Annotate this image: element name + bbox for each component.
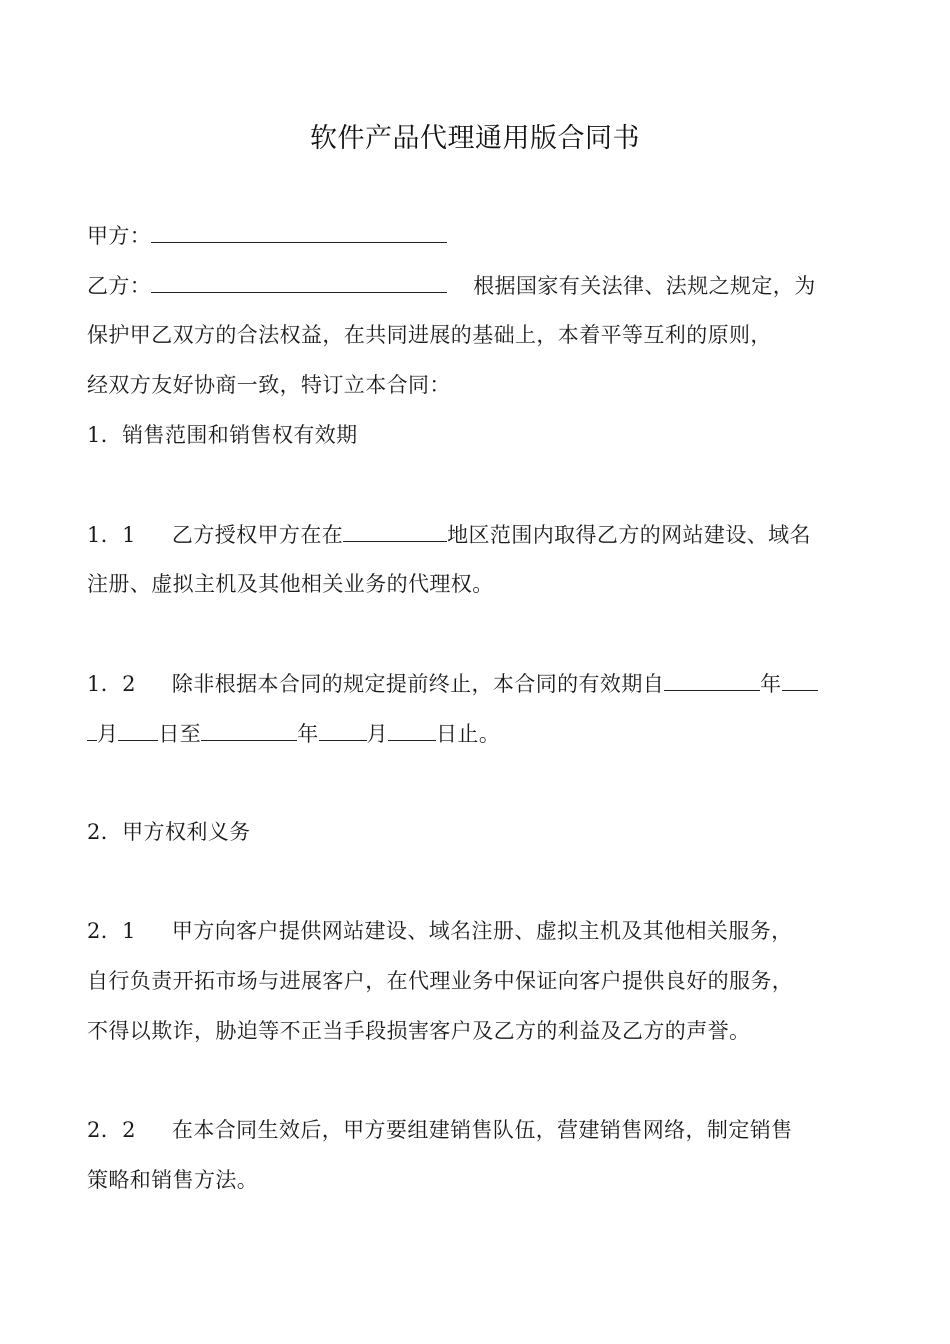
end-month-label: 月 (366, 722, 389, 746)
clause-2-1-number: 2．1 (87, 919, 136, 943)
party-b-blank[interactable] (151, 270, 447, 293)
clause-1-1-number: 1．1 (87, 523, 136, 547)
party-a-line (87, 220, 877, 251)
clause-1-2-text: 除非根据本合同的规定提前终止，本合同的有效期自 (171, 672, 665, 696)
clause-1-2-line-1 (87, 668, 877, 699)
clause-2-1-line-2: 自行负责开拓市场与进展客户，在代理业务中保证向客户提供良好的服务， (87, 969, 794, 993)
preamble-line-2: 保护甲乙双方的合法权益，在共同进展的基础上，本着平等互利的原则， (87, 323, 772, 347)
party-a-blank[interactable] (151, 220, 447, 243)
start-year-blank[interactable] (664, 668, 760, 691)
clause-2-2-line-1 (87, 1115, 877, 1145)
clause-1-1-text-a: 乙方授权甲方在在 (171, 523, 344, 547)
document-title: 软件产品代理通用版合同书 (310, 123, 640, 154)
region-blank[interactable] (343, 519, 447, 542)
start-month-blank-a[interactable] (782, 668, 818, 691)
clause-1-1-text-b: 地区范围内取得乙方的网站建设、域名 (447, 523, 811, 547)
end-month-blank[interactable] (319, 718, 367, 741)
clause-1-2-number: 1．2 (87, 672, 136, 696)
end-day-blank[interactable] (388, 718, 436, 741)
clause-2-2-text-a: 在本合同生效后，甲方要组建销售队伍，营建销售网络，制定销售 (171, 1118, 793, 1142)
end-year-label: 年 (297, 722, 319, 746)
start-day-blank[interactable] (118, 718, 158, 741)
clause-2-1-text-a: 甲方向客户提供网站建设、域名注册、虚拟主机及其他相关服务， (171, 919, 793, 943)
preamble-text-1: 根据国家有关法律、法规之规定，为 (473, 274, 816, 298)
clause-2-1-line-1 (87, 916, 877, 946)
party-a-label: 甲方： (87, 224, 152, 248)
clause-2-2-line-2: 策略和销售方法。 (87, 1168, 259, 1192)
clause-2-1-line-3: 不得以欺诈，胁迫等不正当手段损害客户及乙方的利益及乙方的声誉。 (87, 1019, 751, 1043)
start-month-blank-b[interactable] (87, 718, 97, 741)
section-1-heading: 1．销售范围和销售权有效期 (87, 423, 358, 447)
clause-1-1-line-2: 注册、虚拟主机及其他相关业务的代理权。 (87, 572, 494, 596)
preamble-line-3: 经双方友好协商一致，特订立本合同： (87, 373, 451, 397)
start-month-label: 月 (97, 722, 119, 746)
start-year-label: 年 (760, 672, 782, 696)
end-day-label: 日止。 (436, 722, 501, 746)
party-b-label: 乙方： (87, 274, 152, 298)
start-day-to-label: 日至 (158, 722, 202, 746)
end-year-blank[interactable] (201, 718, 297, 741)
clause-1-2-line-2 (87, 718, 877, 749)
clause-2-2-number: 2．2 (87, 1118, 136, 1142)
clause-1-1-line-1 (87, 519, 877, 550)
party-b-line (87, 270, 877, 301)
section-2-heading: 2．甲方权利义务 (87, 820, 251, 844)
